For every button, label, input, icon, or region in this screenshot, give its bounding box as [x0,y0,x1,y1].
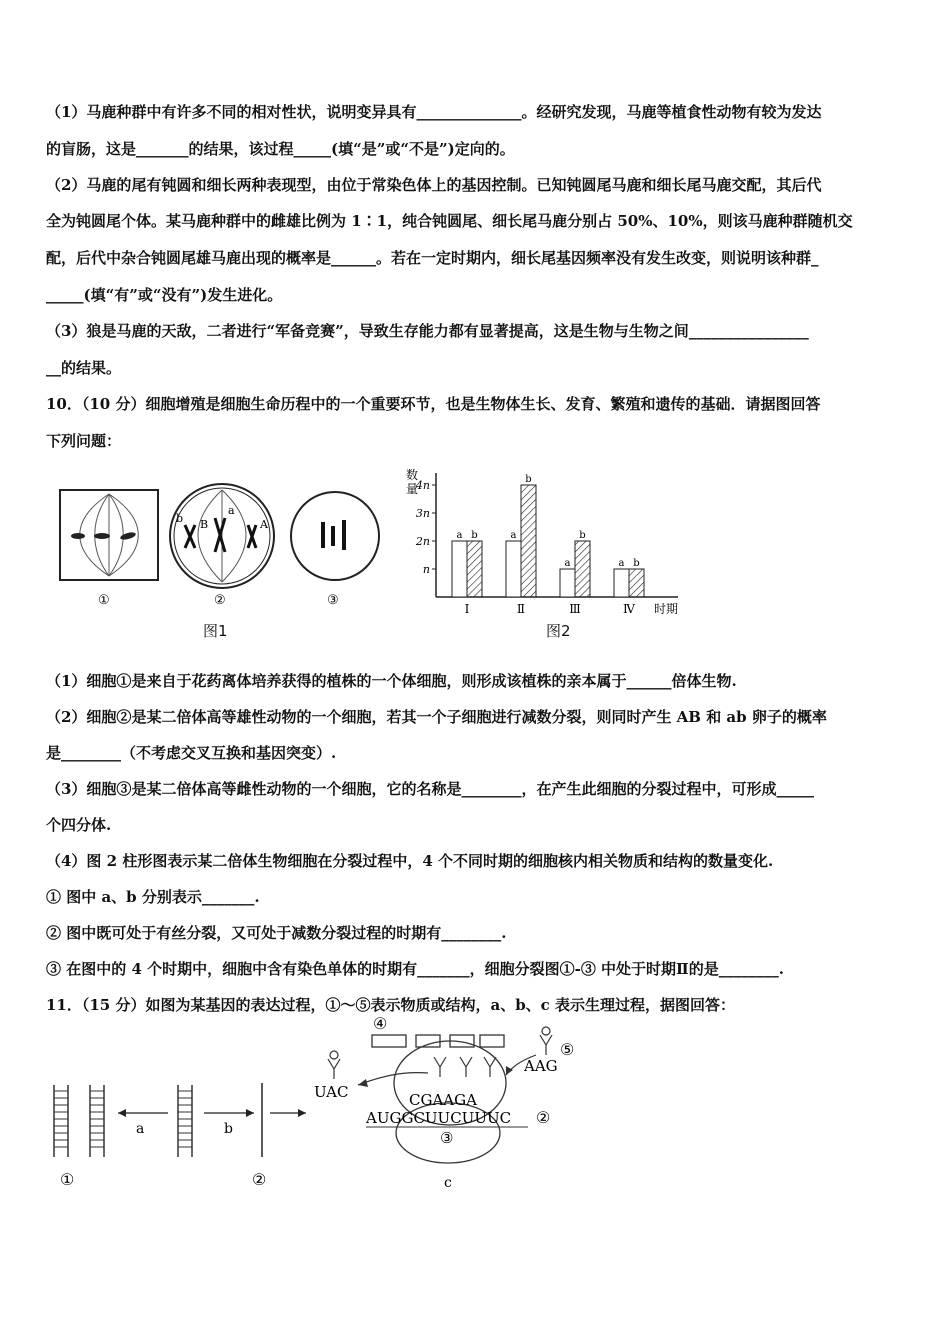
chart-category-4: Ⅳ [623,602,635,616]
label-5: ⑤ [560,1040,575,1059]
bar-label-a-2: a [510,530,517,541]
cell3-number: ③ [327,593,339,608]
q10-intro-line1: 10．（10 分）细胞增殖是细胞生命历程中的一个重要环节，也是生物体生长、发育、繁殖和遗传的基础．请据图回答 [46,395,821,413]
trna-codons: CGAAGA [409,1091,477,1109]
chart-ylabel-1: 数 [406,468,419,482]
q9-part2-line4: _____(填“有”或“没有”)发生进化。 [46,286,283,304]
q9-part1-line2: 的盲肠，这是_______的结果，该过程_____(填“是”或“不是”)定向的。 [46,140,515,158]
q9-part3-line2: __的结果。 [46,359,122,377]
bar-b-1 [467,541,482,597]
dna-ladders-1 [54,1085,104,1157]
cell2-label-B: B [200,518,209,531]
dna-ladder-2 [178,1085,192,1157]
q11-intro: 11．（15 分）如图为某基因的表达过程，①～⑤表示物质或结构，a、b、c 表示生理过程，据图回答： [46,996,736,1014]
cell2-label-a: a [228,504,235,517]
figure-1-caption: 图1 [203,622,228,640]
bar-label-b-1: b [471,530,478,541]
q9-part2-line2: 全为钝圆尾个体。某马鹿种群中的雌雄比例为 1∶1，纯合钝圆尾、细长尾马鹿分别占 50%、10%，则该马鹿种群随机交 [46,212,853,230]
chart-xlabel: 时期 [654,602,679,616]
q10-intro-line2: 下列问题： [46,432,122,450]
mrna-sequence: AUGGCUUCUUUC [366,1109,512,1127]
bar-b-2 [521,485,536,597]
bar-b-3 [575,541,590,597]
cell3-chromosomes [321,520,346,550]
chart-category-2: Ⅱ [516,602,526,616]
q9-part2-line1: （2）马鹿的尾有钝圆和细长两种表现型，由位于常染色体上的基因控制。已知钝圆尾马鹿和细长尾马鹿交配，其后代 [46,176,822,194]
anticodon-right: AAG [524,1057,558,1075]
bar-b-4 [629,569,644,597]
q10-sub1: （1）细胞①是来自于花药离体培养获得的植株的一个体细胞，则形成该植株的亲本属于______倍体生物. [46,672,737,690]
q10-sub4-3: ③ 在图中的 4 个时期中，细胞中含有染色单体的时期有_______，细胞分裂图①-③ 中处于时期Ⅱ的是________. [46,960,784,978]
label-4: ④ [373,1015,388,1033]
chart-ytick-label-4: 4n [415,479,430,492]
label-2b: ② [536,1108,551,1127]
cell1-chromosomes [71,531,137,541]
figure-2-chart [400,465,700,625]
q10-sub2-line1: （2）细胞②是某二倍体高等雄性动物的一个细胞，若其一个子细胞进行减数分裂，则同时产生 AB 和 ab 卵子的概率 [46,708,827,726]
bar-a-2 [506,541,521,597]
q10-sub2-line2: 是________（不考虑交叉互换和基因突变）. [46,744,337,762]
bar-a-1 [452,541,467,597]
label-c: c [444,1175,452,1191]
arrow-b-label: b [224,1121,233,1137]
cell2-spindle [198,490,246,582]
bar-label-b-2: b [525,474,532,485]
label-3: ③ [440,1129,454,1147]
chart-ytick-label-2: 2n [415,535,430,548]
bar-a-4 [614,569,629,597]
q10-sub3-line2: 个四分体. [46,816,112,834]
bar-label-a-4: a [618,558,625,569]
figure-2-caption: 图2 [546,622,571,640]
bar-label-a-3: a [564,558,571,569]
bar-a-3 [560,569,575,597]
q10-sub4: （4）图 2 柱形图表示某二倍体生物细胞在分裂过程中，4 个不同时期的细胞核内相关物质和结构的数量变化. [46,852,774,870]
cell2-label-b: b [176,512,184,525]
chart-category-1: Ⅰ [464,602,470,616]
chart-ytick-label-1: n [422,563,430,576]
bar-label-b-3: b [579,530,586,541]
bar-label-a-1: a [456,530,463,541]
q9-part2-line3: 配，后代中杂合钝圆尾雄马鹿出现的概率是______。若在一定时期内，细长尾基因频率没有发生改变，则说明该种群_ [46,249,819,267]
figure-gene-expression [40,1015,600,1195]
q9-part3-line1: （3）狼是马鹿的天敌，二者进行“军备竞赛”，导致生存能力都有显著提高，这是生物与生物之间________________ [46,322,809,340]
q10-sub4-1: ① 图中 a、b 分别表示_______. [46,888,260,906]
cell2-number: ② [214,593,226,608]
cell1-number: ① [98,593,110,608]
peptide-box-1 [372,1035,406,1047]
cell2-label-A: A [260,518,268,531]
label-1: ① [60,1170,75,1189]
q10-sub3-line1: （3）细胞③是某二倍体高等雌性动物的一个细胞，它的名称是________，在产生此细胞的分裂过程中，可形成_____ [46,780,814,798]
cell2-chromosomes [185,518,256,552]
arrow-trna-out [358,1073,428,1085]
chart-category-3: Ⅲ [569,602,581,616]
chart-ylabel-2: 量 [406,482,419,496]
q9-part1-line1: （1）马鹿种群中有许多不同的相对性状，说明变异具有______________。经研究发现，马鹿等植食性动物有较为发达 [46,103,822,121]
anticodon-left: UAC [314,1083,349,1101]
bar-label-b-4: b [633,558,640,569]
arrow-a-label: a [136,1121,145,1137]
figure-1-cells [50,480,390,640]
q10-sub4-2: ② 图中既可处于有丝分裂，又可处于减数分裂过程的时期有________. [46,924,507,942]
chart-ytick-label-3: 3n [415,507,430,520]
label-2: ② [252,1170,267,1189]
